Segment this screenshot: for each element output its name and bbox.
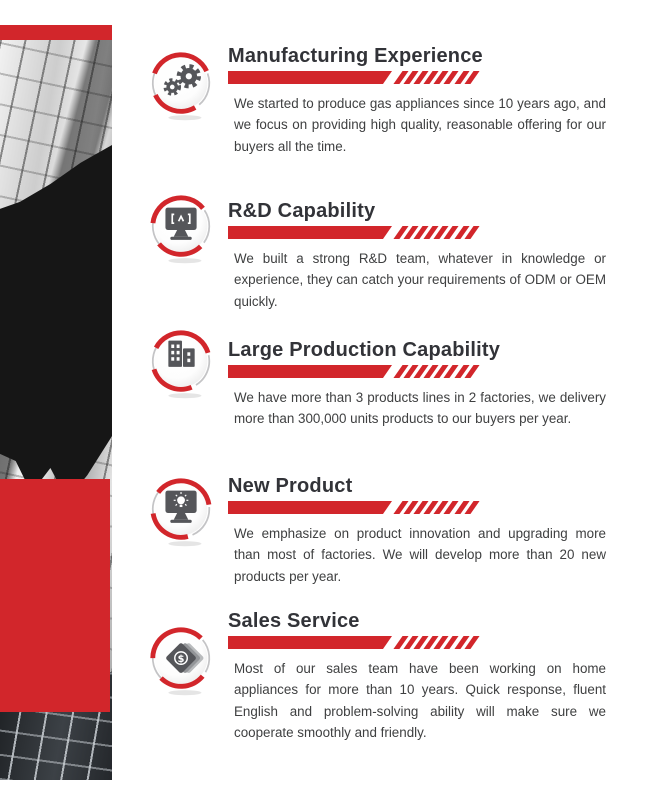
feature-section — [112, 474, 652, 587]
title-accent-bar — [228, 226, 612, 239]
section-body: We built a strong R&D team, whatever in knowledge or experience, they can catch your requirements of ODM or OEM quickly. — [234, 251, 606, 309]
section-content — [228, 44, 612, 157]
badge-graphic — [145, 623, 219, 699]
icon-column — [112, 44, 228, 157]
badge-graphic — [145, 48, 219, 124]
section-title: R&D Capability — [228, 200, 376, 222]
accent-bar-stripes — [398, 501, 479, 514]
building-photo — [0, 40, 112, 780]
section-icon-badge — [145, 48, 219, 124]
badge-graphic — [145, 326, 219, 402]
badge-shadow — [168, 258, 201, 263]
section-body: We have more than 3 products lines in 2 factories, we delivery more than 300,000 units products to our buyers per year. — [234, 390, 606, 427]
section-body: We emphasize on product innovation and upgrading more than most of factories. We will develop more than 20 new products per year. — [234, 526, 606, 584]
section-icon-badge — [145, 191, 219, 267]
feature-section — [112, 338, 652, 430]
accent-bar-solid — [228, 71, 392, 84]
title-accent-bar — [228, 636, 612, 649]
accent-bar-solid — [228, 226, 392, 239]
section-title: New Product — [228, 475, 353, 497]
icon-column — [112, 474, 228, 587]
left-photo-panel — [0, 0, 112, 804]
badge-shadow — [168, 115, 201, 120]
feature-section — [112, 199, 652, 312]
section-content — [228, 338, 612, 430]
section-title: Sales Service — [228, 610, 360, 632]
icon-column — [112, 338, 228, 430]
feature-section — [112, 44, 652, 157]
section-body: Most of our sales team have been working on home appliances for more than 10 years. Quick response, fluent English and problem-solving ability will make sure we cooperate smoothly and friendly. — [234, 661, 606, 741]
badge-shadow — [168, 393, 201, 398]
accent-bar-solid — [228, 501, 392, 514]
red-top-bar — [0, 25, 112, 40]
accent-bar-solid — [228, 365, 392, 378]
title-accent-bar — [228, 501, 612, 514]
section-icon-badge — [145, 326, 219, 402]
red-rectangle-overlay — [0, 479, 110, 712]
icon-column — [112, 199, 228, 312]
icon-column — [112, 609, 228, 744]
section-content — [228, 199, 612, 312]
title-accent-bar — [228, 365, 612, 378]
section-title: Large Production Capability — [228, 339, 501, 361]
dollar-sign: $ — [177, 654, 185, 666]
section-icon-badge — [145, 623, 219, 699]
sections — [112, 0, 667, 804]
badge-shadow — [168, 690, 201, 695]
accent-bar-stripes — [398, 226, 479, 239]
section-content — [228, 474, 612, 587]
accent-bar-stripes — [398, 636, 479, 649]
badge-graphic — [145, 474, 219, 550]
badge-shadow — [168, 541, 201, 546]
section-content — [228, 609, 612, 744]
section-body: We started to produce gas appliances since 10 years ago, and we focus on providing high quality, reasonable offering for our buyers all the time. — [234, 96, 606, 154]
section-title: Manufacturing Experience — [228, 45, 483, 67]
accent-bar-stripes — [398, 71, 479, 84]
accent-bar-stripes — [398, 365, 479, 378]
badge-graphic — [145, 191, 219, 267]
section-icon-badge — [145, 474, 219, 550]
feature-section — [112, 609, 652, 744]
title-accent-bar — [228, 71, 612, 84]
accent-bar-solid — [228, 636, 392, 649]
